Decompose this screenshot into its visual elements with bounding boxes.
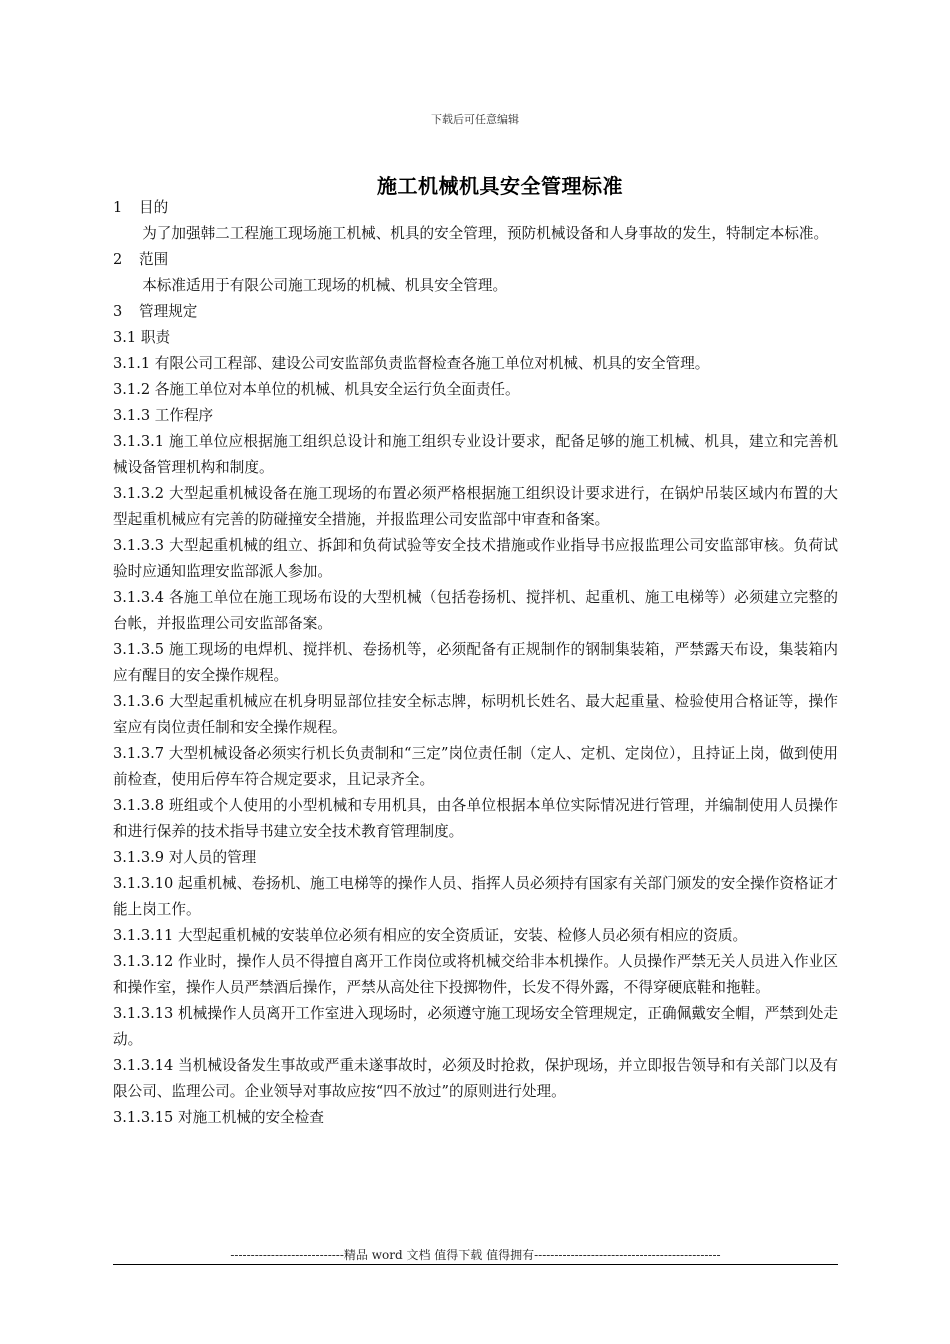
clause-paragraph: 3.1.3.8 班组或个人使用的小型机械和专用机具，由各单位根据本单位实际情况进行管理，并编制使用人员操作和进行保养的技术指导书建立安全技术教育管理制度。 <box>113 797 838 840</box>
clause-paragraph: 3.1.3.4 各施工单位在施工现场布设的大型机械（包括卷扬机、搅拌机、起重机、施工电梯等）必须建立完整的台帐，并报监理公司安监部备案。 <box>113 589 838 632</box>
scope-paragraph: 本标准适用于有限公司施工现场的机械、机具安全管理。 <box>142 277 508 294</box>
clause-paragraph: 3.1.3.5 施工现场的电焊机、搅拌机、卷扬机等，必须配备有正规制作的钢制集装箱，严禁露天布设，集装箱内应有醒目的安全操作规程。 <box>113 641 838 684</box>
clause-paragraph: 3.1.3.7 大型机械设备必须实行机长负责制和“三定”岗位责任制（定人、定机、定岗位），且持证上岗，做到使用前检查，使用后停车符合规定要求，且记录齐全。 <box>113 745 838 788</box>
section-1-heading <box>113 195 838 221</box>
section-1-number: 1 <box>113 199 123 216</box>
header-note: 下载后可任意编辑 <box>431 113 519 126</box>
footer-text: ----------------------------精品 word 文档 值得下载 值得拥有---------------------------------------------- <box>230 1248 721 1262</box>
clause-paragraph: 3.1.3.12 作业时，操作人员不得擅自离开工作岗位或将机械交给非本机操作。人员操作严禁无关人员进入作业区和操作室，操作人员严禁酒后操作，严禁从高处往下投掷物件，长发不得外露，不得穿硬底鞋和拖鞋。 <box>113 953 838 996</box>
section-2-heading <box>113 247 838 273</box>
clause-paragraph: 3.1.3.1 施工单位应根据施工组织总设计和施工组织专业设计要求，配备足够的施工机械、机具，建立和完善机械设备管理机构和制度。 <box>113 433 838 476</box>
clause-paragraph: 3.1.3.11 大型起重机械的安装单位必须有相应的安全资质证，安装、检修人员必须有相应的资质。 <box>113 927 748 944</box>
section-1-label: 目的 <box>139 199 169 216</box>
section-2-number: 2 <box>113 251 123 268</box>
clause-paragraph: 3.1.3.14 当机械设备发生事故或严重未遂事故时，必须及时抢救，保护现场，并立即报告领导和有关部门以及有限公司、监理公司。企业领导对事故应按“四不放过”的原则进行处理。 <box>113 1057 838 1100</box>
clause-paragraph: 3.1.3.3 大型起重机械的组立、拆卸和负荷试验等安全技术措施或作业指导书应报监理公司安监部审核。负荷试验时应通知监理安监部派人参加。 <box>113 537 838 580</box>
section-3-label: 管理规定 <box>139 303 198 320</box>
section-2-label: 范围 <box>139 251 169 268</box>
section-3-heading <box>113 299 838 325</box>
clause-paragraph: 3.1.3.13 机械操作人员离开工作室进入现场时，必须遵守施工现场安全管理规定，正确佩戴安全帽，严禁到处走动。 <box>113 1005 838 1048</box>
clause-paragraph: 3.1.1 有限公司工程部、建设公司安监部负责监督检查各施工单位对机械、机具的安全管理。 <box>113 355 710 372</box>
purpose-paragraph: 为了加强韩二工程施工现场施工机械、机具的安全管理，预防机械设备和人身事故的发生，特制定本标准。 <box>142 225 829 242</box>
clause-paragraph: 3.1.3.6 大型起重机械应在机身明显部位挂安全标志牌，标明机长姓名、最大起重量、检验使用合格证等，操作室应有岗位责任制和安全操作规程。 <box>113 693 838 736</box>
clause-paragraph: 3.1.3.15 对施工机械的安全检查 <box>113 1109 324 1126</box>
footer-divider <box>113 1264 838 1265</box>
clause-paragraph: 3.1.2 各施工单位对本单位的机械、机具安全运行负全面责任。 <box>113 381 520 398</box>
clause-paragraph: 3.1.3.2 大型起重机械设备在施工现场的布置必须严格根据施工组织设计要求进行，在锅炉吊装区域内布置的大型起重机械应有完善的防碰撞安全措施，并报监理公司安监部中审查和备案。 <box>113 485 838 528</box>
clause-paragraph: 3.1 职责 <box>113 329 171 346</box>
clause-paragraph: 3.1.3 工作程序 <box>113 407 214 424</box>
clause-paragraph: 3.1.3.9 对人员的管理 <box>113 849 257 866</box>
section-3-number: 3 <box>113 303 123 320</box>
document-title: 施工机械机具安全管理标准 <box>377 174 623 198</box>
clause-paragraph: 3.1.3.10 起重机械、卷扬机、施工电梯等的操作人员、指挥人员必须持有国家有关部门颁发的安全操作资格证才能上岗工作。 <box>113 875 838 918</box>
document-body <box>113 195 838 1131</box>
